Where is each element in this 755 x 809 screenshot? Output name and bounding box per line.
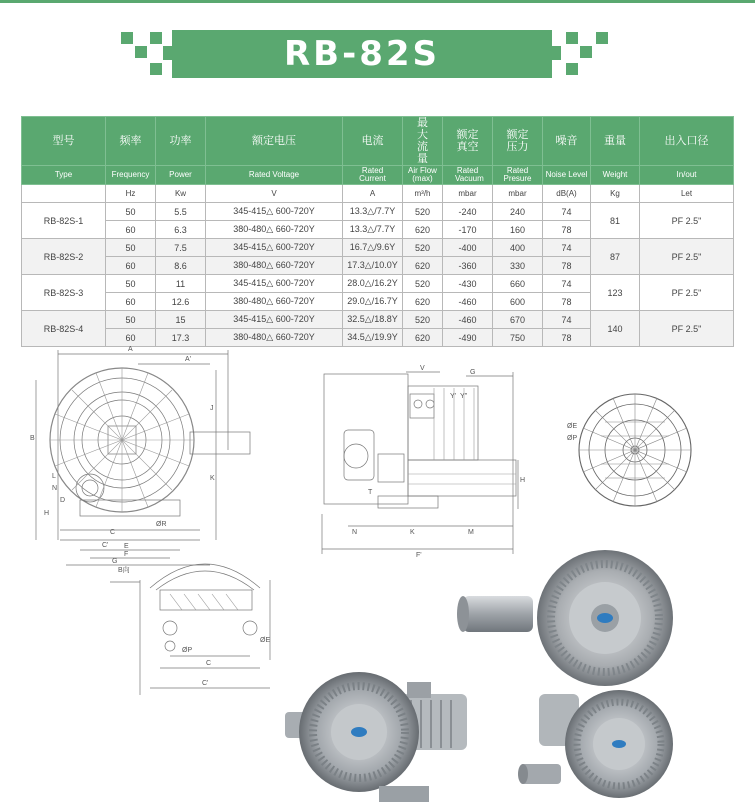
model-cell: RB-82S-3 (22, 275, 106, 311)
weight-cell: 81 (591, 203, 640, 239)
dim-label: C (110, 529, 116, 536)
port-cell: PF 2.5" (640, 311, 734, 347)
port-cell: PF 2.5" (640, 275, 734, 311)
front-view-drawing (20, 340, 270, 575)
table-cell: 520 (403, 275, 443, 293)
table-cell: 400 (493, 239, 543, 257)
table-cell: -240 (443, 203, 493, 221)
header-cell: Rated Presure (493, 166, 543, 185)
dim-label: A (128, 346, 133, 353)
table-cell: 5.5 (156, 203, 206, 221)
units-cell: A (343, 185, 403, 203)
port-cell: PF 2.5" (640, 239, 734, 275)
decor-square (580, 46, 592, 58)
dim-label: B向 (118, 567, 130, 574)
dim-label: L (52, 473, 56, 480)
dim-label: A' (185, 356, 192, 363)
base-view-drawing (110, 560, 285, 700)
table-cell: 74 (543, 239, 591, 257)
table-cell: 6.3 (156, 221, 206, 239)
table-cell: 520 (403, 203, 443, 221)
header-cell: 最大流量 (403, 117, 443, 166)
table-cell: 345-415△ 600-720Y (206, 203, 343, 221)
header-cell: Weight (591, 166, 640, 185)
table-row (22, 203, 734, 221)
port-cell: PF 2.5" (640, 203, 734, 239)
table-cell: 78 (543, 221, 591, 239)
table-cell: 32.5△/18.8Y (343, 311, 403, 329)
dim-label: ØR (156, 521, 167, 528)
header-cell: 电流 (343, 117, 403, 166)
header-cell: 出入口径 (640, 117, 734, 166)
table-cell: -430 (443, 275, 493, 293)
dim-label: ØE (260, 637, 271, 644)
dim-label: ØP (182, 647, 193, 654)
header-cell: 额定压力 (493, 117, 543, 166)
table-cell: 240 (493, 203, 543, 221)
table-cell: 15 (156, 311, 206, 329)
table-cell: 380-480△ 660-720Y (206, 329, 343, 347)
table-cell: 50 (106, 203, 156, 221)
table-cell: 60 (106, 329, 156, 347)
units-cell: m³/h (403, 185, 443, 203)
table-cell: 17.3△/10.0Y (343, 257, 403, 275)
header-cell: 重量 (591, 117, 640, 166)
header-cell: 噪音 (543, 117, 591, 166)
units-cell: mbar (493, 185, 543, 203)
table-cell: 620 (403, 293, 443, 311)
dim-label: J (210, 405, 214, 412)
dim-label: F' (416, 552, 422, 559)
decor-square (150, 63, 162, 75)
table-cell: 380-480△ 660-720Y (206, 293, 343, 311)
table-cell: 345-415△ 600-720Y (206, 311, 343, 329)
model-cell: RB-82S-1 (22, 203, 106, 239)
dim-label: Y'' (460, 393, 468, 400)
dim-label: H (44, 510, 50, 517)
table-cell: 345-415△ 600-720Y (206, 275, 343, 293)
decor-square (150, 32, 162, 44)
header-cell: In/out (640, 166, 734, 185)
header-cell: Air Flow (max) (403, 166, 443, 185)
table-cell: 520 (403, 239, 443, 257)
decor-square (552, 46, 561, 60)
units-cell: mbar (443, 185, 493, 203)
table-cell: 8.6 (156, 257, 206, 275)
header-cell: Rated Vacuum (443, 166, 493, 185)
dim-label: D (60, 497, 66, 504)
dim-label: B (30, 435, 35, 442)
units-row (22, 185, 734, 203)
spec-table (21, 116, 734, 347)
table-cell: -170 (443, 221, 493, 239)
table-cell: 380-480△ 660-720Y (206, 257, 343, 275)
table-cell: -360 (443, 257, 493, 275)
dim-label: K (410, 529, 415, 536)
table-cell: 74 (543, 203, 591, 221)
table-cell: 29.0△/16.7Y (343, 293, 403, 311)
decor-square (566, 32, 578, 44)
table-cell: -490 (443, 329, 493, 347)
table-cell: 13.3△/7.7Y (343, 221, 403, 239)
header-cell: 功率 (156, 117, 206, 166)
header-cell: Rated Current (343, 166, 403, 185)
dim-label: K (210, 475, 215, 482)
model-cell: RB-82S-4 (22, 311, 106, 347)
units-cell: V (206, 185, 343, 203)
table-cell: 750 (493, 329, 543, 347)
top-accent-line (0, 0, 755, 3)
units-cell (22, 185, 106, 203)
dim-label: C (206, 660, 212, 667)
dim-label: H (520, 477, 526, 484)
header-cell: Frequency (106, 166, 156, 185)
table-cell: 78 (543, 257, 591, 275)
model-cell: RB-82S-2 (22, 239, 106, 275)
table-cell: 380-480△ 660-720Y (206, 221, 343, 239)
decor-square (163, 46, 172, 60)
units-cell: Kg (591, 185, 640, 203)
dim-label: ØE (567, 423, 578, 430)
table-cell: 620 (403, 221, 443, 239)
dim-label: M (468, 529, 474, 536)
dim-label: N (52, 485, 58, 492)
table-cell: 330 (493, 257, 543, 275)
header-row-en (22, 166, 734, 185)
blower-product-image (283, 668, 488, 806)
table-cell: 520 (403, 311, 443, 329)
header-cell: 额定电压 (206, 117, 343, 166)
side-view-drawing (318, 364, 543, 564)
table-cell: -460 (443, 311, 493, 329)
table-cell: -460 (443, 293, 493, 311)
table-row (22, 311, 734, 329)
table-cell: 670 (493, 311, 543, 329)
table-cell: 13.3△/7.7Y (343, 203, 403, 221)
decor-square (135, 46, 147, 58)
header-cell: Rated Voltage (206, 166, 343, 185)
dim-label: T (368, 489, 373, 496)
units-cell: Kw (156, 185, 206, 203)
dim-label: F (124, 551, 129, 558)
table-cell: 11 (156, 275, 206, 293)
table-cell: 60 (106, 293, 156, 311)
table-cell: 160 (493, 221, 543, 239)
table-cell: 12.6 (156, 293, 206, 311)
table-cell: 16.7△/9.6Y (343, 239, 403, 257)
dim-label: V (420, 365, 425, 372)
decor-square (596, 32, 608, 44)
table-cell: 60 (106, 257, 156, 275)
table-cell: 620 (403, 257, 443, 275)
table-cell: 34.5△/19.9Y (343, 329, 403, 347)
table-cell: 50 (106, 311, 156, 329)
table-cell: 17.3 (156, 329, 206, 347)
table-cell: 60 (106, 221, 156, 239)
decor-square (121, 32, 133, 44)
header-row-cn (22, 117, 734, 166)
weight-cell: 123 (591, 275, 640, 311)
dim-label: E (124, 543, 129, 550)
table-cell: 50 (106, 275, 156, 293)
table-row (22, 239, 734, 257)
header-cell: Type (22, 166, 106, 185)
units-cell: Hz (106, 185, 156, 203)
dim-label: ØP (567, 435, 578, 442)
table-cell: 78 (543, 293, 591, 311)
table-cell: 28.0△/16.2Y (343, 275, 403, 293)
table-cell: 660 (493, 275, 543, 293)
table-cell: 620 (403, 329, 443, 347)
table-cell: 78 (543, 329, 591, 347)
table-cell: 74 (543, 275, 591, 293)
decor-square (566, 63, 578, 75)
table-cell: 345-415△ 600-720Y (206, 239, 343, 257)
blower-product-image (455, 548, 690, 693)
dim-label: N (352, 529, 358, 536)
blower-product-image (515, 682, 675, 807)
dim-label: G (112, 558, 118, 565)
weight-cell: 140 (591, 311, 640, 347)
page-title: RB-82S (283, 34, 440, 74)
header-cell: 型号 (22, 117, 106, 166)
table-cell: 50 (106, 239, 156, 257)
header-cell: Power (156, 166, 206, 185)
table-row (22, 275, 734, 293)
weight-cell: 87 (591, 239, 640, 275)
dim-label: Y' (450, 393, 457, 400)
table-cell: 7.5 (156, 239, 206, 257)
dim-label: C' (102, 542, 109, 549)
table-cell: 74 (543, 311, 591, 329)
header-cell: 频率 (106, 117, 156, 166)
table-cell: 600 (493, 293, 543, 311)
end-view-drawing (565, 378, 705, 528)
units-cell: Let (640, 185, 734, 203)
header-cell: 额定真空 (443, 117, 493, 166)
header-cell: Noise Level (543, 166, 591, 185)
dim-label: C' (202, 680, 209, 687)
units-cell: dB(A) (543, 185, 591, 203)
table-cell: -400 (443, 239, 493, 257)
dim-label: G (470, 369, 476, 376)
